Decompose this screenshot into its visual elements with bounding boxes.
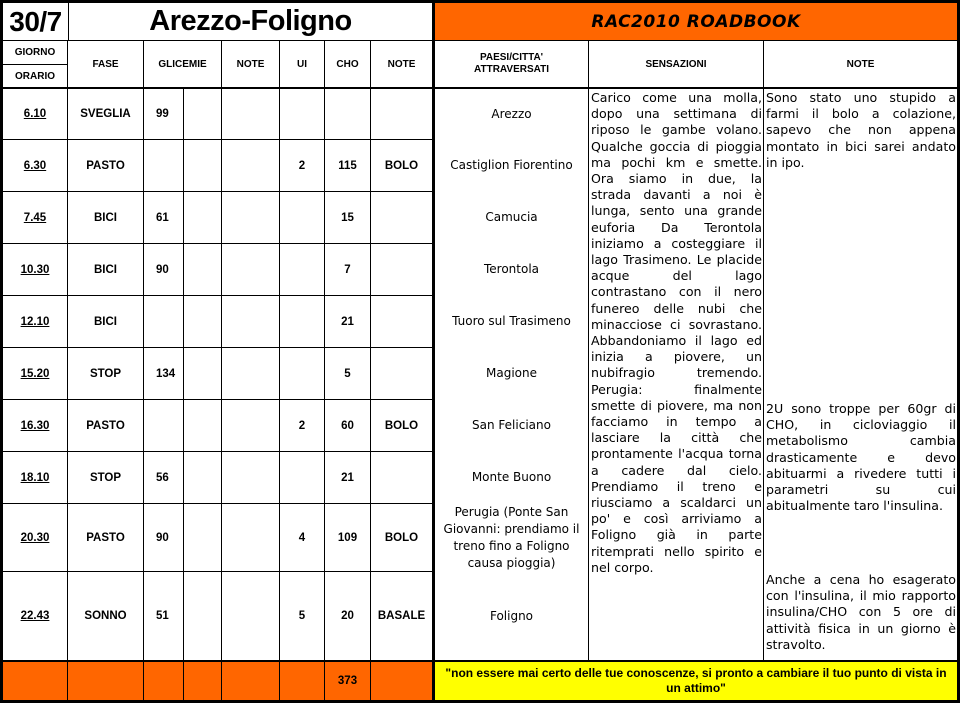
row-note: BOLO [384,419,419,432]
row-cho: 109 [337,531,358,544]
row-fase: STOP [89,471,122,484]
row-paese: Magione [486,366,537,380]
row-fase: BICI [94,263,117,276]
row-cho: 7 [344,263,351,276]
sensazioni-text: Carico come una molla, dopo una settimana di riposo le gambe volano. Qualche goccia di pioggia ma pochi km e smette. Ora siamo in due, la strada davanti a noi è lunga, sento una grande euforia Da Terontola iniziamo a costeggiare il lago Trasimeno. Le placide acque del lago contrastano con il nero funereo delle nubi che minacciose ci sovrastano. Abbandoniamo il lago ed inizia a piovere, un nubifragio tremendo. Perugia: finalmente smette di piovere, ma non facciamo in tempo a lasciare la città che prontamente l'acqua torna a cadere dal cielo. Prendiamo il treno e riusciamo a scaldarci un po' e così arriviamo a Foligno già in parte ritemprati nello spirito e nel corpo. [591,90,762,575]
row-paese: Camucia [485,210,538,224]
row-note [371,192,432,243]
col-header-cho: CHO [336,58,359,70]
row-orario: 22.43 [20,610,50,622]
date-label: 30/7 [9,5,62,37]
route-title: Arezzo-Foligno [149,5,352,37]
row-paese: Tuoro sul Trasimeno [452,314,571,328]
note-text-lunch: 2U sono troppe per 60gr di CHO, in cicloviaggio il metabolismo cambia drasticamente e devo abituarmi a rivedere tutti i parametri su cui abitualmente taro l'insulina. [766,401,956,514]
row-note: BOLO [384,159,419,172]
row-paese: Foligno [489,608,534,623]
col-header-giorno: GIORNO [14,47,56,58]
row-fase: PASTO [86,531,125,544]
row-paese: Arezzo [491,106,532,121]
row-ui [280,192,324,243]
total-cho: 373 [337,675,358,687]
col-header-glicemie: GLICEMIE [158,58,207,70]
row-glicemia: 51 [156,610,169,622]
row-paese: Perugia (Ponte San Giovanni: prendiamo il treno fino a Foligno causa pioggia) [443,504,580,570]
col-header-orario: ORARIO [15,70,55,82]
col-header-note: NOTE [236,58,265,70]
row-glicemia [144,400,183,451]
row-orario: 18.10 [20,471,50,484]
row-fase: PASTO [86,159,125,172]
row-fase: BICI [94,315,117,328]
row-cho: 15 [341,211,354,224]
row-cho: 21 [341,315,354,328]
row-glicemia: 99 [156,108,169,120]
row-paese: San Feliciano [472,418,551,432]
row-orario: 20.30 [20,531,50,544]
row-cho: 5 [344,367,351,380]
row-fase: SONNO [84,610,127,622]
row-cho: 21 [341,471,354,484]
row-note [371,348,432,399]
col-header-paesi: PAESI/CITTA' ATTRAVERSATI [474,52,549,75]
row-note [371,452,432,503]
row-ui: 4 [298,531,306,544]
col-header-ui: UI [297,58,307,70]
row-glicemia: 90 [156,263,169,276]
row-glicemia [144,140,183,191]
row-glicemia: 90 [156,531,169,544]
row-cho: 60 [341,419,354,432]
row-ui [280,89,324,139]
row-glicemia [144,296,183,347]
row-glicemia: 56 [156,471,169,484]
row-ui: 2 [298,159,306,172]
col-header-sensazioni: SENSAZIONI [645,58,707,70]
col-header-note-2: NOTE [387,58,416,70]
row-cho [325,89,370,139]
row-orario: 7.45 [23,211,47,224]
row-cho: 115 [338,159,357,172]
row-paese: Monte Buono [471,470,552,484]
note-text-dinner: Anche a cena ho esagerato con l'insulina, il mio rapporto insulina/CHO con 5 ore di attività fisica in un giorno è stravolto. [766,572,956,652]
row-ui [280,296,324,347]
row-orario: 16.30 [20,419,50,432]
row-orario: 10.30 [20,263,50,276]
row-orario: 12.10 [20,315,50,328]
row-fase: SVEGLIA [80,108,131,120]
row-note: BOLO [384,531,419,544]
row-fase: PASTO [86,419,125,432]
row-note: BASALE [377,610,426,622]
row-note [371,296,432,347]
col-header-note-3: NOTE [846,58,875,70]
row-orario: 6.30 [23,159,47,172]
row-orario: 6.10 [23,108,47,120]
row-cho: 20 [341,610,354,622]
row-paese: Castiglion Fiorentino [450,158,573,172]
row-orario: 15.20 [20,367,50,380]
row-fase: BICI [94,211,117,224]
note-text-breakfast: Sono stato uno stupido a farmi il bolo a colazione, sapevo che non appena montato in bici sarei andato in ipo. [766,90,956,170]
row-ui [280,348,324,399]
row-glicemia: 61 [156,211,169,224]
row-note [371,89,432,139]
row-ui [280,244,324,295]
row-paese: Terontola [483,262,540,276]
row-ui: 5 [298,610,306,622]
row-glicemia: 134 [156,367,176,380]
row-ui: 2 [298,419,306,432]
row-note [371,244,432,295]
col-header-fase: FASE [92,58,119,70]
row-ui [280,452,324,503]
motto-quote: "non essere mai certo delle tue conoscenze, si pronto a cambiare il tuo punto di vista in un attimo" [445,666,947,695]
roadbook-title: RAC2010 ROADBOOK [591,11,801,32]
row-fase: STOP [89,367,122,380]
